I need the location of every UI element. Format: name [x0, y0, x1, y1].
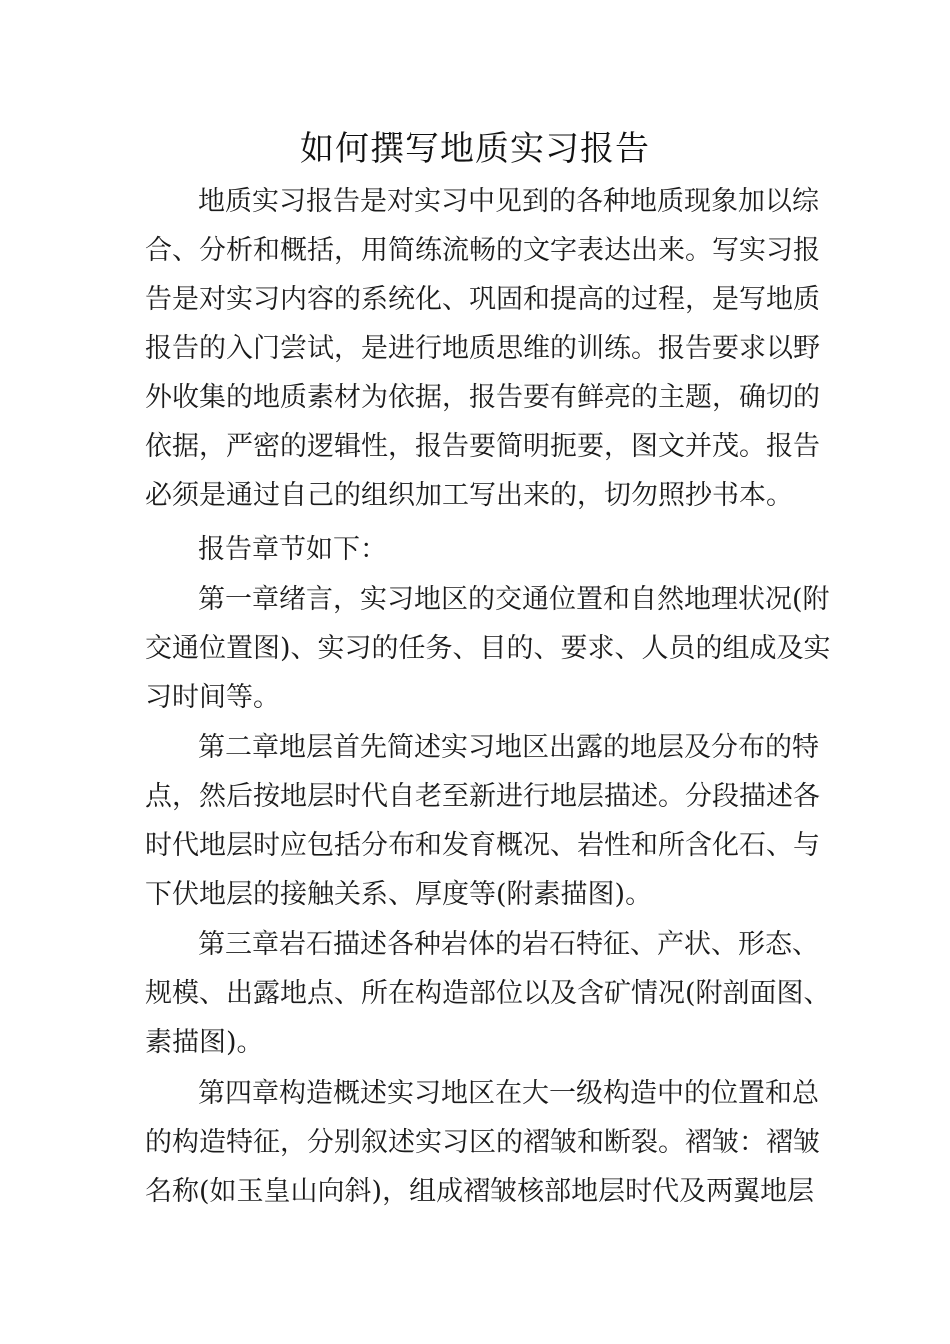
paragraph-chapter4-line-2: 的构造特征，分别叙述实习区的褶皱和断裂。褶皱：褶皱	[145, 1127, 820, 1158]
paragraph-chapter2-line-2: 点，然后按地层时代自老至新进行地层描述。分段描述各	[145, 781, 820, 812]
paragraph-intro-line-7: 必须是通过自己的组织加工写出来的，切勿照抄书本。	[145, 480, 793, 511]
paragraph-intro-line-5: 外收集的地质素材为依据，报告要有鲜亮的主题，确切的	[145, 382, 820, 413]
paragraph-intro-line-3: 告是对实习内容的系统化、巩固和提高的过程，是写地质	[145, 284, 820, 315]
paragraph-intro-line-2: 合、分析和概括，用简练流畅的文字表达出来。写实习报	[145, 235, 820, 266]
paragraph-chapter4-line-3: 名称(如玉皇山向斜)，组成褶皱核部地层时代及两翼地层	[145, 1176, 815, 1207]
document-title: 如何撰写地质实习报告	[300, 129, 650, 169]
paragraph-intro-line-4: 报告的入门尝试，是进行地质思维的训练。报告要求以野	[145, 333, 820, 364]
paragraph-chapters-heading: 报告章节如下：	[198, 534, 387, 565]
paragraph-chapter1-line-2: 交通位置图)、实习的任务、目的、要求、人员的组成及实	[145, 633, 831, 664]
paragraph-chapter1-line-1: 第一章绪言，实习地区的交通位置和自然地理状况(附	[198, 584, 830, 615]
paragraph-intro-line-1: 地质实习报告是对实习中见到的各种地质现象加以综	[198, 186, 819, 217]
paragraph-chapter2-line-3: 时代地层时应包括分布和发育概况、岩性和所含化石、与	[145, 830, 820, 861]
paragraph-chapter4-line-1: 第四章构造概述实习地区在大一级构造中的位置和总	[198, 1078, 819, 1109]
paragraph-chapter3-line-1: 第三章岩石描述各种岩体的岩石特征、产状、形态、	[198, 929, 819, 960]
paragraph-chapter2-line-4: 下伏地层的接触关系、厚度等(附素描图)。	[145, 879, 653, 910]
paragraph-chapter3-line-2: 规模、出露地点、所在构造部位以及含矿情况(附剖面图、	[145, 978, 831, 1009]
paragraph-chapter1-line-3: 习时间等。	[145, 682, 280, 713]
paragraph-chapter2-line-1: 第二章地层首先简述实习地区出露的地层及分布的特	[198, 732, 819, 763]
paragraph-chapter3-line-3: 素描图)。	[145, 1027, 264, 1058]
paragraph-intro-line-6: 依据，严密的逻辑性，报告要简明扼要，图文并茂。报告	[145, 431, 820, 462]
